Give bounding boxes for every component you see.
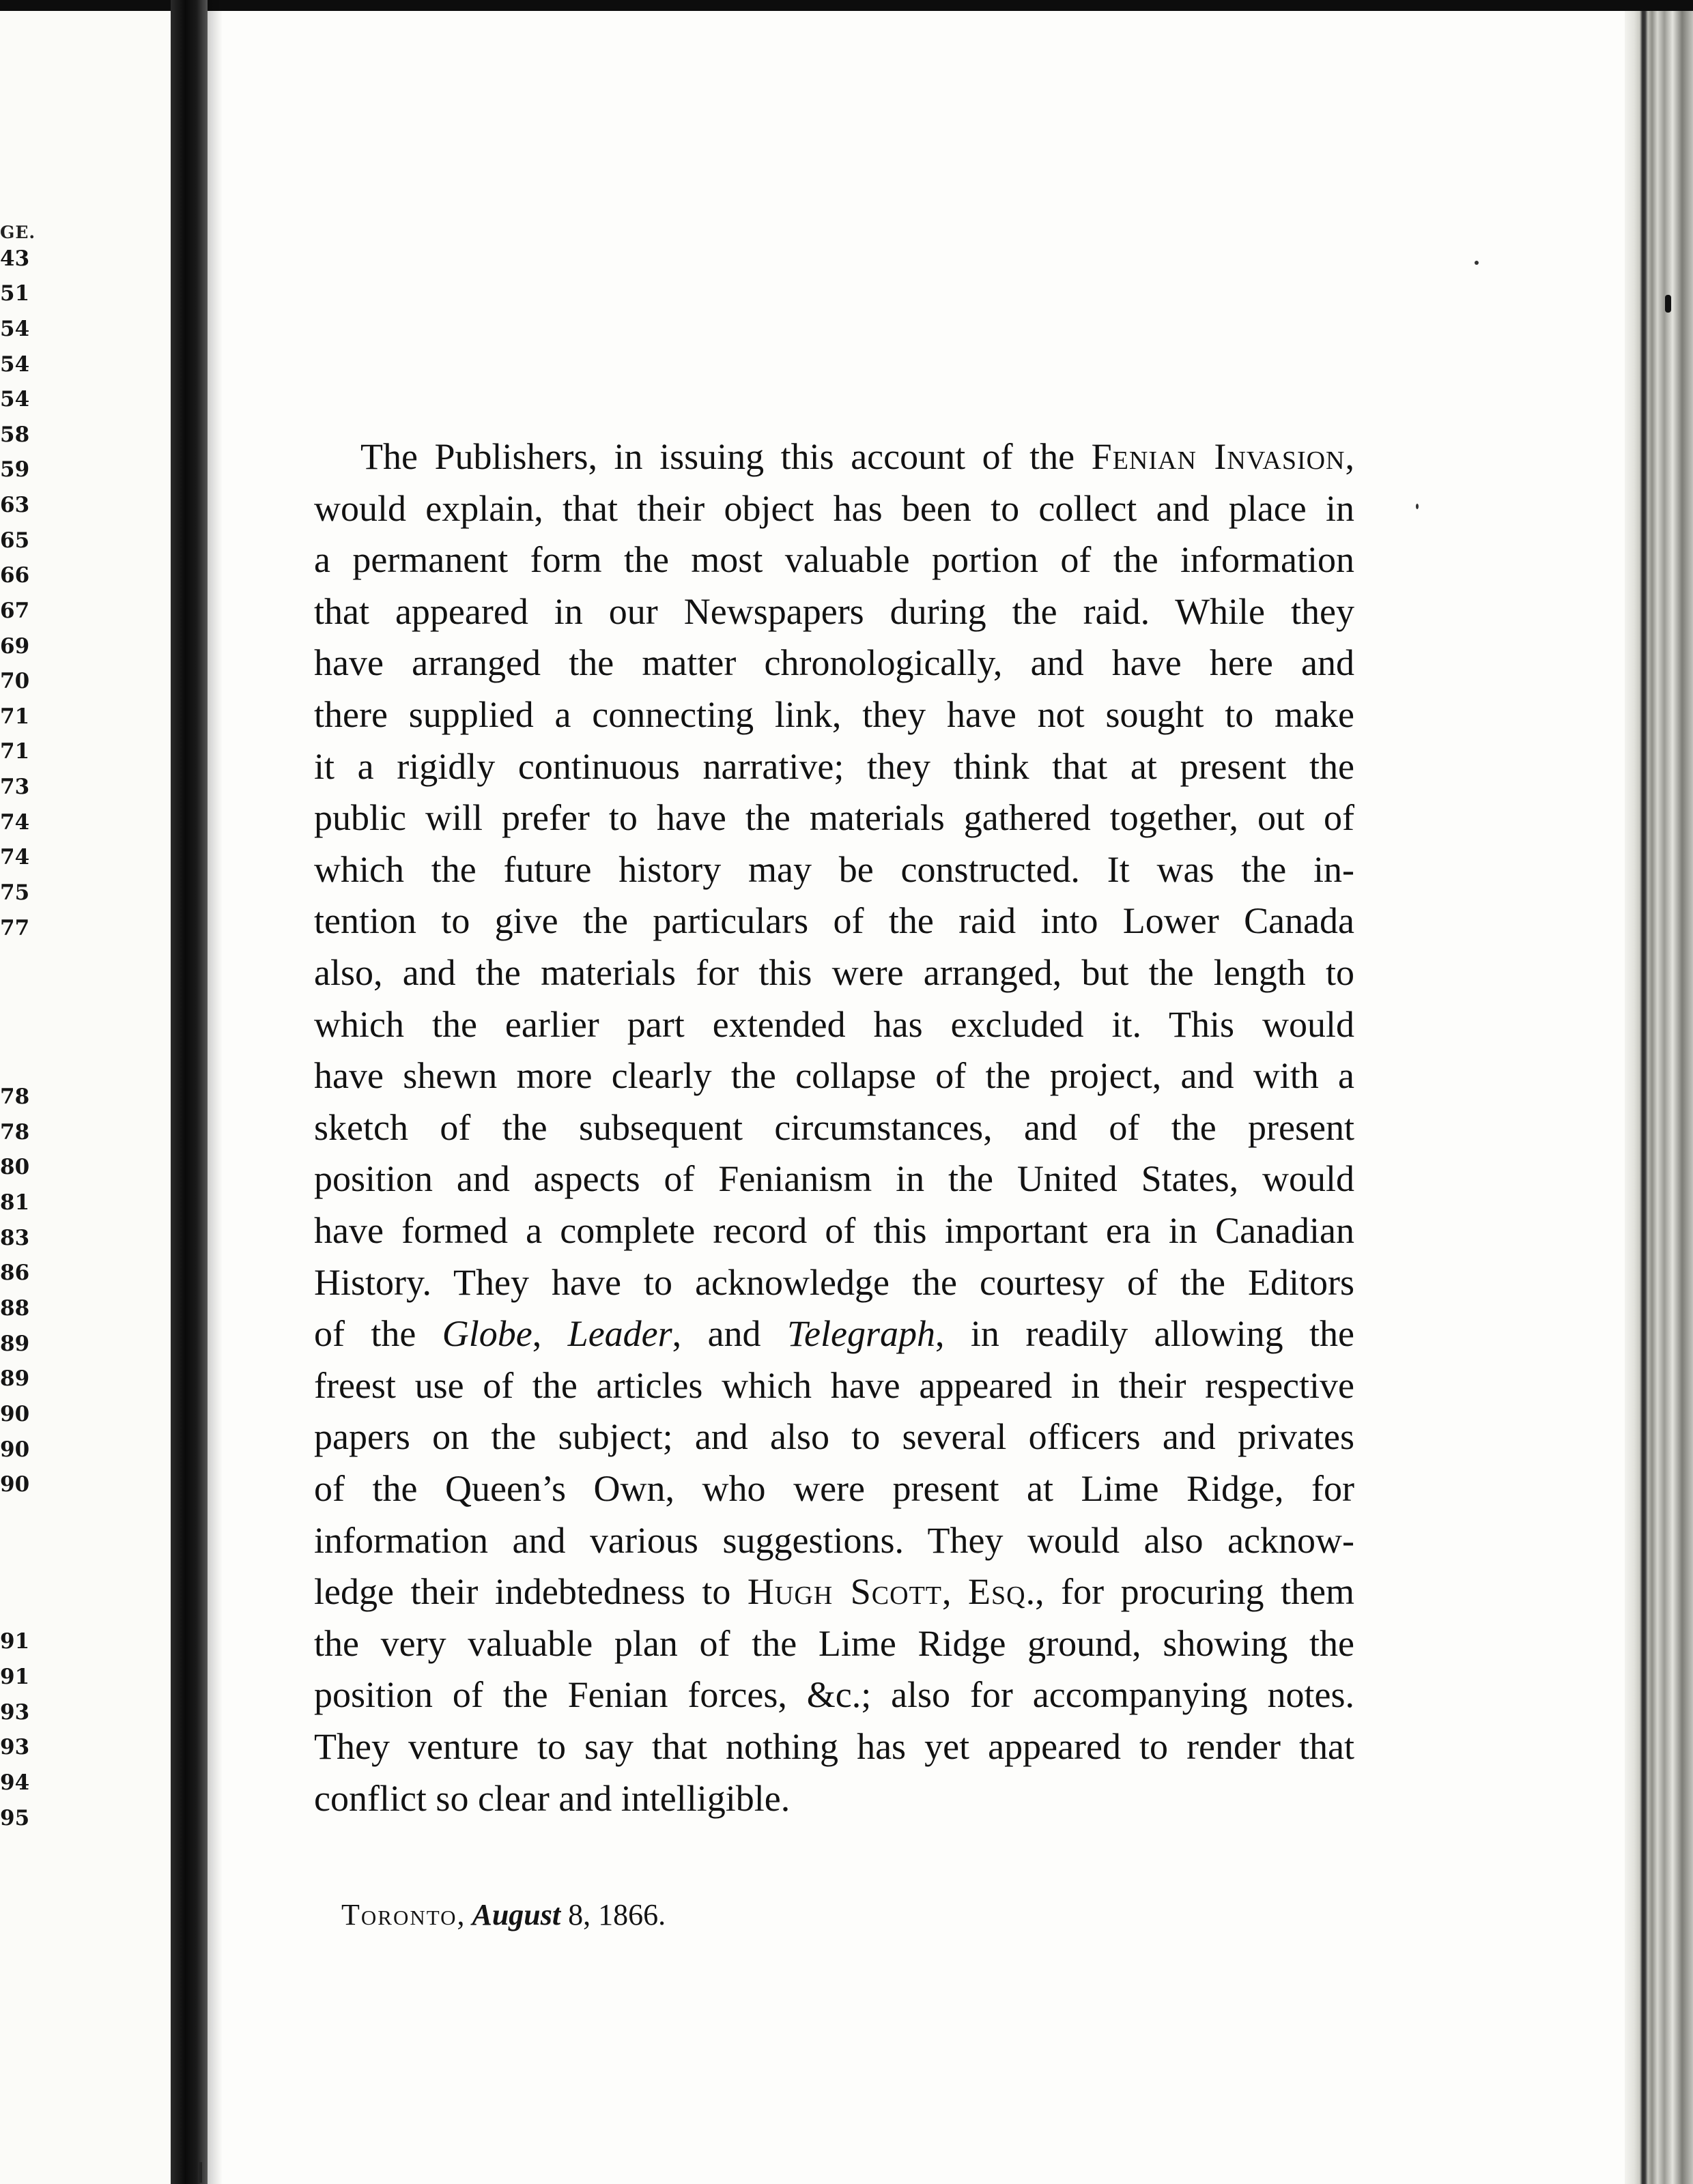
page-number: 89: [0, 1332, 30, 1356]
signoff-place: Toronto: [341, 1898, 457, 1931]
page-number: 90: [0, 1437, 30, 1462]
page-number: 74: [0, 845, 30, 870]
line-text: They venture to say that nothing has yet appeared to render that: [314, 1726, 1354, 1767]
line-text: have shewn more clearly the collapse of the project, and with a: [314, 1055, 1354, 1097]
page-number: 91: [0, 1629, 30, 1654]
line-text: History. They have to acknowledge the courtesy of the Editors: [314, 1261, 1354, 1303]
line-text: also, and the materials for this were arranged, but the length to: [314, 952, 1354, 993]
line-text: it a rigidly continuous narrative; they think that at present the: [314, 745, 1354, 787]
line-text: tention to give the particulars of the raid into Lower Canada: [314, 900, 1354, 942]
small-caps-text: Fenian Invasion: [1091, 436, 1346, 477]
preface-line: [314, 1515, 1354, 1566]
preface-line: [314, 947, 1354, 998]
preface-line: [314, 431, 1354, 482]
line-text: a permanent form the most valuable portion of the information: [314, 539, 1354, 581]
small-caps-text: Hugh Scott: [747, 1571, 942, 1613]
preface-line: [314, 999, 1354, 1050]
line-text: that appeared in our Newspapers during the raid. While they: [314, 590, 1354, 632]
preface-line: [314, 1360, 1354, 1411]
page-number: 93: [0, 1700, 30, 1725]
preface-line: [314, 844, 1354, 895]
preface-line: [314, 1566, 1354, 1617]
italic-title: Leader: [567, 1313, 672, 1355]
preface-line: [314, 689, 1354, 740]
preface-line: [314, 1721, 1354, 1772]
line-text: The Publishers, in issuing this account of the: [360, 436, 1092, 477]
column-heading-fragment: GE.: [0, 222, 36, 242]
page-edge-stack: [1625, 11, 1693, 2184]
italic-title: Telegraph: [786, 1313, 935, 1355]
preface-line: [314, 637, 1354, 688]
page-number: 95: [0, 1806, 30, 1830]
line-text: ., for procuring them: [1025, 1571, 1354, 1613]
page-number: 51: [0, 281, 30, 306]
page-number: 71: [0, 739, 30, 764]
line-text: , and: [672, 1313, 787, 1355]
preface-signoff: Toronto, August 8, 1866.: [341, 1898, 666, 1931]
page-number: 78: [0, 1120, 30, 1145]
preface-line: [314, 1618, 1354, 1669]
page-number: 54: [0, 387, 30, 412]
line-text: have arranged the matter chronologically, and have here and: [314, 642, 1354, 684]
page-number: 67: [0, 599, 30, 623]
page-number: 94: [0, 1770, 30, 1795]
preface-line: [314, 1205, 1354, 1256]
page-number: 86: [0, 1261, 30, 1285]
binding-thread-mark: [199, 2162, 202, 2183]
preface-line: [314, 1463, 1354, 1514]
preface-line: [314, 1050, 1354, 1101]
preface-line: [314, 1153, 1354, 1204]
line-text: ,: [942, 1571, 969, 1613]
book-gutter: [171, 0, 208, 2184]
preface-line: [314, 1308, 1354, 1359]
ink-speck: [1416, 504, 1419, 509]
page-number: 63: [0, 493, 30, 517]
line-text: of the Queen’s Own, who were present at Lime Ridge, for: [314, 1468, 1354, 1509]
preface-line: [314, 895, 1354, 946]
page-number: 70: [0, 669, 30, 693]
page-number: 43: [0, 246, 30, 271]
page-number: 54: [0, 317, 30, 341]
line-text: sketch of the subsequent circumstances, and of the present: [314, 1106, 1354, 1148]
page-number: 58: [0, 422, 30, 447]
page-number: 89: [0, 1366, 30, 1391]
line-text: ,: [532, 1313, 568, 1355]
page-number: 54: [0, 352, 30, 377]
line-text: would explain, that their object has been to collect and place in: [314, 487, 1354, 529]
line-text: ,: [1345, 436, 1354, 477]
page-number: 78: [0, 1084, 30, 1109]
preface-line: [314, 792, 1354, 843]
line-text: of the: [314, 1313, 442, 1355]
line-text: which the earlier part extended has excluded it. This would: [314, 1003, 1354, 1045]
page-number: 65: [0, 528, 30, 553]
gutter-shadow: [208, 0, 223, 2184]
line-text: , in readily allowing the: [935, 1313, 1355, 1355]
line-text: there supplied a connecting link, they have not sought to make: [314, 694, 1354, 735]
italic-title: Globe: [442, 1313, 532, 1355]
page-number: 75: [0, 880, 30, 905]
page-number: 71: [0, 704, 30, 729]
preface-line: [314, 1411, 1354, 1462]
preface-line: [314, 1102, 1354, 1153]
page-number: 91: [0, 1665, 30, 1689]
line-text: public will prefer to have the materials gathered together, out of: [314, 797, 1354, 839]
page-number: 66: [0, 563, 30, 588]
page-number: 83: [0, 1226, 30, 1250]
line-text: position and aspects of Fenianism in the United States, would: [314, 1158, 1354, 1200]
ink-speck: [1475, 261, 1479, 265]
preface-line: [314, 1773, 1354, 1824]
page-number: 77: [0, 916, 30, 940]
page-number: 59: [0, 457, 30, 482]
line-text: papers on the subject; and also to several officers and privates: [314, 1416, 1354, 1458]
line-text: freest use of the articles which have appeared in their respective: [314, 1364, 1354, 1406]
page-number: 74: [0, 810, 30, 835]
page-number: 69: [0, 634, 30, 659]
line-text: position of the Fenian forces, &c.; also for accompanying notes.: [314, 1674, 1354, 1716]
line-text: the very valuable plan of the Lime Ridge ground, showing the: [314, 1622, 1354, 1664]
small-caps-text: Esq: [968, 1571, 1026, 1613]
page-number: 80: [0, 1155, 30, 1179]
page-number: 90: [0, 1472, 30, 1497]
page-number: 93: [0, 1735, 30, 1759]
line-text: which the future history may be constructed. It was the in-: [314, 848, 1354, 890]
edge-ink-mark: [1665, 295, 1671, 313]
line-text: conflict so clear and intelligible.: [314, 1777, 791, 1819]
line-text: have formed a complete record of this important era in Canadian: [314, 1210, 1354, 1251]
page-number: 90: [0, 1402, 30, 1426]
preface-line: [314, 741, 1354, 792]
preface-line: [314, 534, 1354, 585]
signoff-month: August: [472, 1898, 561, 1931]
line-text: information and various suggestions. They would also acknow-: [314, 1519, 1354, 1561]
preface-line: [314, 1257, 1354, 1308]
scan-top-border: [0, 0, 1693, 11]
preface-line: [314, 586, 1354, 637]
preface-line: [314, 1669, 1354, 1720]
page-number: 81: [0, 1190, 30, 1215]
contents-page-number-column: [0, 0, 55, 2184]
line-text: ledge their indebtedness to: [314, 1571, 748, 1613]
page-number: 73: [0, 775, 30, 799]
page-number: 88: [0, 1296, 30, 1321]
preface-line: [314, 483, 1354, 534]
signoff-date: 8, 1866.: [560, 1898, 666, 1931]
